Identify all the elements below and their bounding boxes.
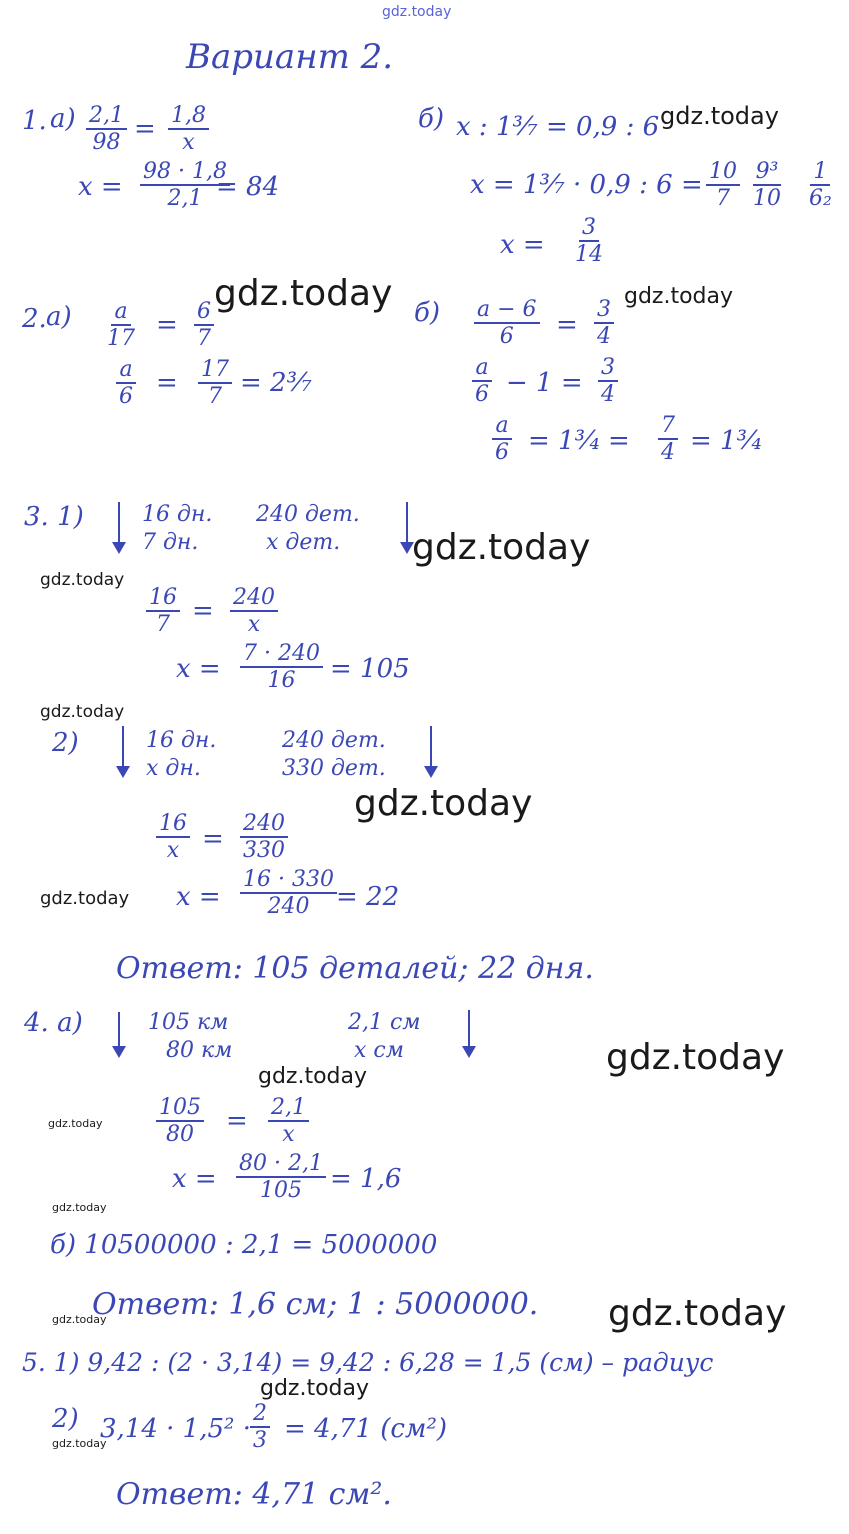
equals-sign: = [556,310,578,340]
problem-1b-label: б) [418,104,445,134]
proportion-arrow [122,726,124,776]
table-cell: 80 км [166,1038,233,1063]
table-cell: 2,1 см [348,1010,421,1035]
fraction: $\frac{16 \cdot 330}{240}$ [240,868,337,918]
result: = 2³⁄₇ [240,368,312,398]
fraction: $\frac{2}{3}$ [250,1402,270,1452]
watermark-top: gdz.today [382,4,452,20]
watermark: gdz.today [260,1376,370,1401]
fraction: $\frac{98 \cdot 1,8}{2,1}$ [140,160,230,210]
problem-5-2-label: 2) [52,1404,79,1434]
result: = 4,71 (см²) [284,1414,448,1444]
watermark: gdz.today [624,284,734,309]
x-equals: x = [500,230,545,260]
fraction: $\frac{1,8}{x}$ [168,104,209,154]
fraction: $\frac{105}{80}$ [156,1096,204,1146]
answer-4: Ответ: 1,6 см; 1 : 5000000. [92,1287,539,1322]
equation-line: x : 1³⁄₇ = 0,9 : 6 [456,112,660,142]
fraction: $\frac{7}{4}$ [658,414,678,464]
proportion-arrow [468,1010,470,1056]
proportion-arrow [118,502,120,552]
fraction: $\frac{16}{x}$ [156,812,190,862]
problem-2-label: 2. [22,304,47,334]
table-cell: x дн. [146,756,201,781]
proportion-arrow [118,1012,120,1056]
equals-sign: = [156,310,178,340]
result: = 84 [216,172,280,202]
fraction: $\frac{16}{7}$ [146,586,180,636]
proportion-arrow [430,726,432,776]
table-cell: x дет. [266,530,341,555]
table-cell: 16 дн. [142,502,213,527]
watermark: gdz.today [40,570,125,590]
table-cell: 16 дн. [146,728,217,753]
watermark: gdz.today [258,1064,368,1089]
equals-sign: = [226,1106,248,1136]
fraction: $\frac{a}{6}$ [116,358,136,408]
fraction: $\frac{2,1}{x}$ [268,1096,309,1146]
result: = 1³⁄₄ = [528,426,630,456]
answer-5: Ответ: 4,71 см². [116,1477,392,1512]
problem-4-label: 4. а) [24,1008,83,1038]
fraction: $\frac{a}{6}$ [492,414,512,464]
problem-5-line1: 5. 1) 9,42 : (2 · 3,14) = 9,42 : 6,28 = 1,5 (см) – радиус [22,1348,714,1377]
fraction: $\frac{17}{7}$ [198,358,232,408]
watermark: gdz.today [52,1437,107,1450]
fraction: $\frac{240}{x}$ [230,586,278,636]
fraction: $\frac{3}{4}$ [594,298,614,348]
watermark: gdz.today [48,1117,103,1130]
result: = 105 [330,654,410,684]
minus-one: − 1 = [506,368,583,398]
proportion-arrow [406,502,408,552]
fraction: $\frac{1}{\text{6₂}}$ [809,159,832,212]
watermark: gdz.today [40,702,125,722]
problem-1a-label: а) [50,104,76,134]
equals-sign: = [134,114,156,144]
fraction: $\frac{7 \cdot 240}{16}$ [240,642,323,692]
problem-3-2-label: 2) [52,728,79,758]
fraction: $\frac{6}{7}$ [194,300,214,350]
equals-sign: = [202,824,224,854]
watermark: gdz.today [660,102,779,130]
watermark: gdz.today [214,273,393,314]
result: = 1,6 [330,1164,402,1194]
table-cell: x см [354,1038,404,1063]
x-equals: x = [176,654,221,684]
watermark: gdz.today [52,1201,107,1214]
problem-2a-label: а) [46,302,72,332]
x-equals: x = [172,1164,217,1194]
problem-2b-label: б) [414,298,441,328]
x-equals: x = [176,882,221,912]
fraction: $\frac{3}{14}$ [575,215,603,268]
fraction: $\frac{a}{6}$ [472,356,492,406]
fraction: $\frac{2,1}{98}$ [86,104,127,154]
fraction: $\frac{80 \cdot 2,1}{105}$ [236,1152,326,1202]
fraction: $\frac{240}{330}$ [240,812,288,862]
page-title: Вариант 2. [186,37,394,77]
problem-1-label: 1. [22,106,47,136]
watermark: gdz.today [412,527,591,568]
fraction: $\frac{10}{7}$ [706,160,740,210]
table-cell: 330 дет. [282,756,386,781]
watermark: gdz.today [606,1037,785,1078]
problem-3-label: 3. 1) [24,502,84,532]
table-cell: 105 км [148,1010,229,1035]
watermark: gdz.today [608,1293,787,1334]
table-cell: 240 дет. [282,728,386,753]
equals-sign: = [192,596,214,626]
watermark: gdz.today [40,888,130,909]
result: = 22 [336,882,400,912]
table-cell: 240 дет. [256,502,360,527]
watermark: gdz.today [52,1313,107,1326]
x-equals: x = [78,172,123,202]
table-cell: 7 дн. [142,530,199,555]
problem-4b-line: б) 10500000 : 2,1 = 5000000 [50,1230,438,1260]
fraction: $\frac{a}{17}$ [107,299,135,352]
result: = 1³⁄₄ [690,426,762,456]
fraction: $\frac{3}{4}$ [598,356,618,406]
answer-3: Ответ: 105 деталей; 22 дня. [116,951,594,986]
watermark: gdz.today [354,783,533,824]
fraction: $\frac{\text{9³}}{10}$ [753,159,781,212]
fraction: $\frac{a - 6}{6}$ [474,298,540,348]
equation-line: x = 1³⁄₇ · 0,9 : 6 = [470,170,703,200]
expression: 3,14 · 1,5² · [100,1414,251,1444]
equals-sign: = [156,368,178,398]
